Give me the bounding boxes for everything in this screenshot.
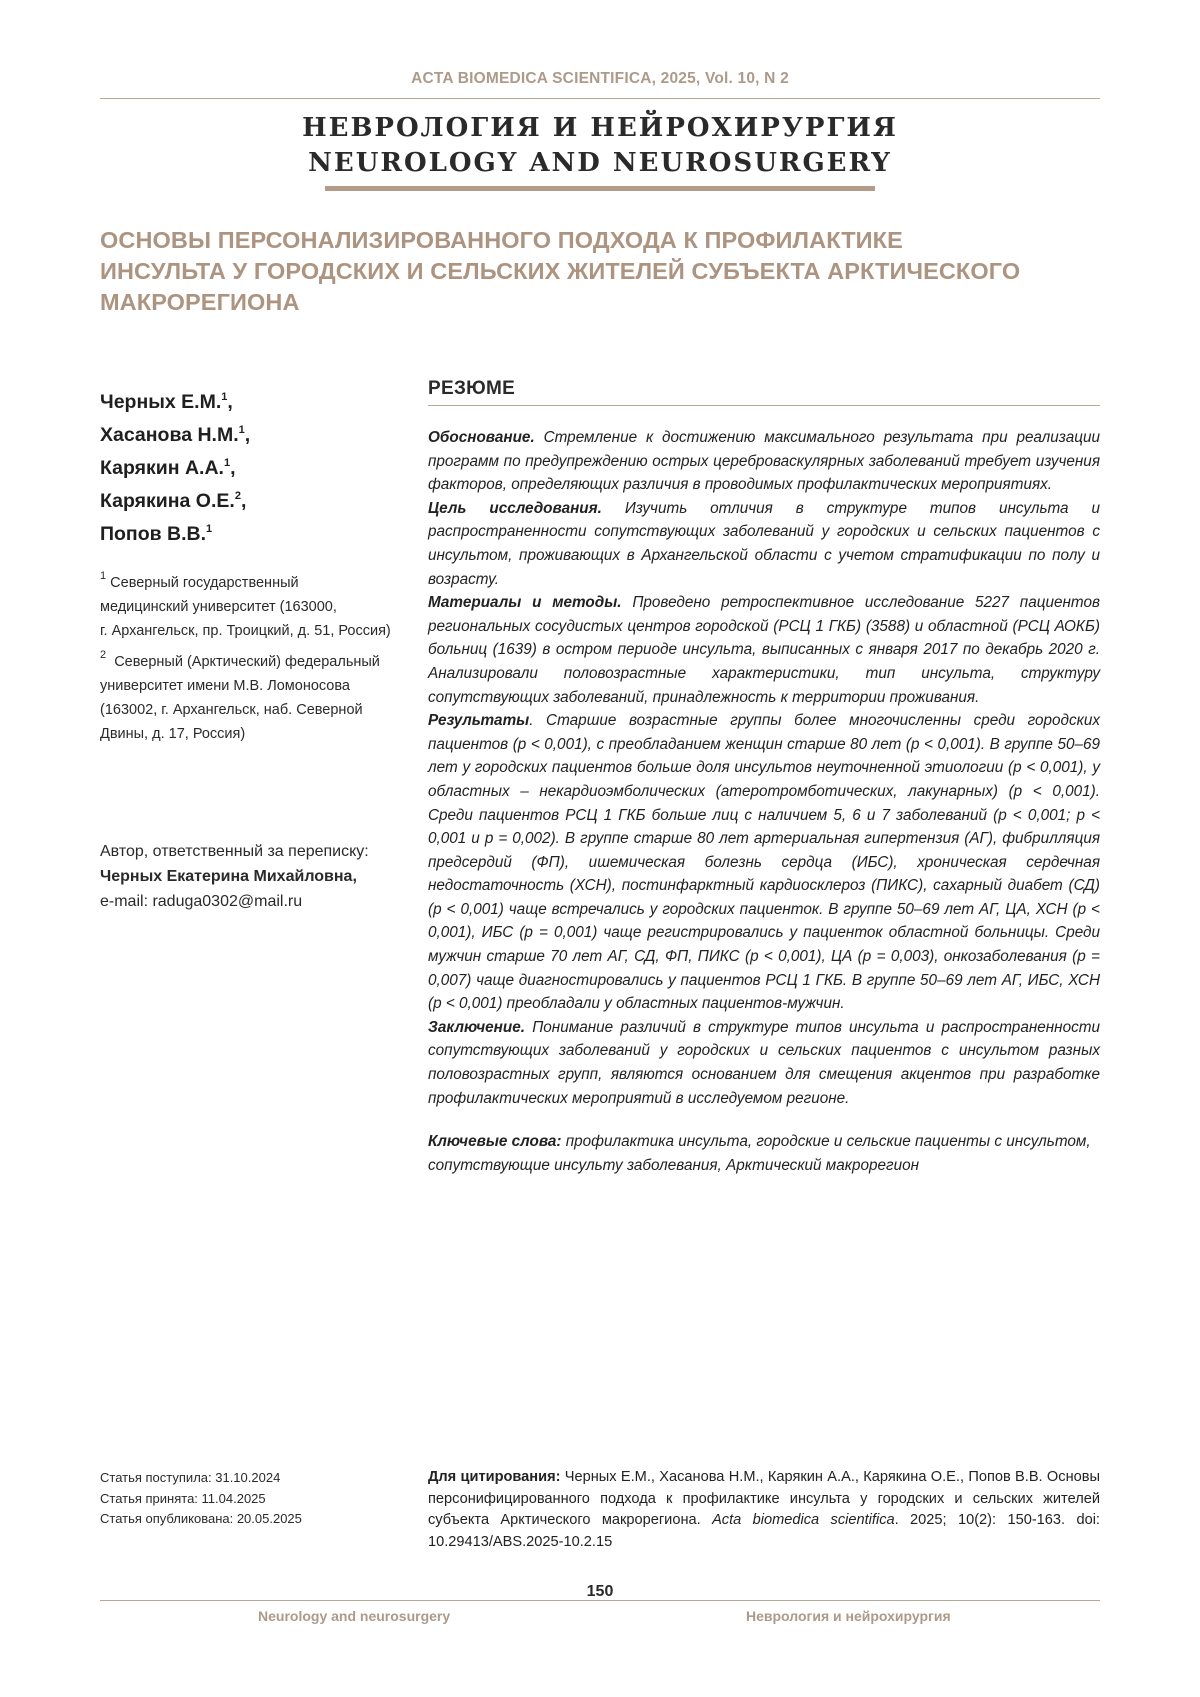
page-number: 150: [560, 1583, 640, 1601]
abstract-conclusion: Заключение. Понимание различий в структуре типов инсульта и распространенности сопутствующих заболеваний у городских и сельских пациентов с инсультом разных половозрастных групп, являются основанием для смещения акцентов при разработке профилактических мероприятий в исследуемом регионе.: [428, 1016, 1100, 1110]
article-title: [100, 225, 1110, 318]
citation: Для цитирования: Черных Е.М., Хасанова Н.М., Карякин А.А., Карякина О.Е., Попов В.В. Основы персонифицированного подхода к профилактике инсульта у городских и сельских жителей субъекта Арктического макрорегиона. Acta biomedica scientifica. 2025; 10(2): 150-163. doi: 10.29413/ABS.2025-10.2.15: [428, 1467, 1100, 1553]
correspondence-label: Автор, ответственный за переписку:: [100, 839, 420, 864]
abstract-results: Результаты. Старшие возрастные группы более многочисленны среди городских пациентов (p < 0,001), с преобладанием женщин старше 80 лет (p < 0,001). В группе 50–69 лет у городских пациентов больше доля инсультов неуточненной этиологии (p < 0,001), у областных – некардиоэмболических (атеротромботических, лакунарных) (p < 0,001). Среди пациентов РСЦ 1 ГКБ больше лиц с наличием 5, 6 и 7 заболеваний (p < 0,001; p < 0,001 и p = 0,002). В группе старше 80 лет артериальная гипертензия (АГ), фибрилляция предсердий (ФП), ишемическая болезнь сердца (ИБС), хроническая сердечная недостаточность (ХСН), постинфарктный кардиосклероз (ПИКС), сахарный диабет (СД) (p < 0,001) чаще встречались у городских пациенток. В группе 50–69 лет АГ, ЦА, ХСН (p < 0,001), ИБС (p = 0,001) чаще регистрировались у пациенток областной больницы. Среди мужчин старше 70 лет АГ, СД, ФП, ПИКС (p < 0,001), ЦА (p = 0,003), онкозаболевания (p = 0,007) чаще диагностировались у пациентов РСЦ 1 ГКБ. В группе 50–69 лет АГ, ИБС, ХСН (p < 0,001) преобладали у областных пациентов-мужчин.: [428, 709, 1100, 1016]
journal-header: ACTA BIOMEDICA SCIENTIFICA, 2025, Vol. 10, N 2: [100, 70, 1100, 88]
author-list: [100, 383, 400, 548]
author: Карякина О.Е.2,: [100, 482, 400, 515]
article-title-line: МАКРОРЕГИОНА: [100, 287, 1110, 318]
article-title-line: ИНСУЛЬТА У ГОРОДСКИХ И СЕЛЬСКИХ ЖИТЕЛЕЙ СУБЪЕКТА АРКТИЧЕСКОГО: [100, 256, 1110, 287]
abstract-aim: Цель исследования. Изучить отличия в структуре типов инсульта и распространенности сопутствующих заболеваний у городских и сельских пациентов с инсультом, проживающих в Архангельской области с учетом стратификации по полу и возрасту.: [428, 497, 1100, 591]
correspondence-email[interactable]: e-mail: raduga0302@mail.ru: [100, 889, 420, 914]
correspondence: [100, 839, 420, 914]
author: Хасанова Н.М.1,: [100, 416, 400, 449]
author: Черных Е.М.1,: [100, 383, 400, 416]
section-title-en: NEUROLOGY AND NEUROSURGERY: [100, 148, 1100, 178]
abstract: [428, 378, 1100, 1177]
correspondence-name: Черных Екатерина Михайловна,: [100, 864, 420, 889]
footer-section-ru: Неврология и нейрохирургия: [746, 1608, 951, 1624]
author: Карякин А.А.1,: [100, 449, 400, 482]
footer-divider: [100, 1600, 1100, 1601]
author: Попов В.В.1: [100, 515, 400, 548]
keywords: Ключевые слова: профилактика инсульта, городские и сельские пациенты с инсультом, сопутствующие инсульту заболевания, Арктический макрорегион: [428, 1130, 1100, 1177]
article-dates: [100, 1468, 420, 1530]
date-accepted: Статья принята: 11.04.2025: [100, 1489, 420, 1510]
affiliations: [100, 564, 410, 746]
abstract-methods: Материалы и методы. Проведено ретроспективное исследование 5227 пациентов региональных сосудистых центров городской (РСЦ 1 ГКБ) (3588) и областной (РСЦ АОКБ) больниц (1639) в остром периоде инсульта, выписанных с января 2017 по декабрь 2020 г. Анализировали половозрастные характеристики, тип инсульта, структуру сопутствующих заболеваний, принадлежность к территории проживания.: [428, 591, 1100, 709]
date-received: Статья поступила: 31.10.2024: [100, 1468, 420, 1489]
abstract-body: [428, 426, 1100, 1110]
header-divider: [100, 98, 1100, 99]
affiliation: 2 Северный (Арктический) федеральный университет имени М.В. Ломоносова (163002, г. Архангельск, наб. Северной Двины, д. 17, Россия): [100, 643, 410, 746]
footer-section-en: Neurology and neurosurgery: [258, 1608, 450, 1624]
date-published: Статья опубликована: 20.05.2025: [100, 1509, 420, 1530]
section-title-ru: НЕВРОЛОГИЯ И НЕЙРОХИРУРГИЯ: [100, 113, 1100, 143]
abstract-background: Обоснование. Стремление к достижению максимального результата при реализации программ по предупреждению острых цереброваскулярных заболеваний требует изучения факторов, определяющих различия в проводимых профилактических мероприятиях.: [428, 426, 1100, 497]
article-title-line: ОСНОВЫ ПЕРСОНАЛИЗИРОВАННОГО ПОДХОДА К ПРОФИЛАКТИКЕ: [100, 225, 1110, 256]
affiliation: 1 Северный государственный медицинский университет (163000, г. Архангельск, пр. Троицкий, д. 51, Россия): [100, 564, 410, 643]
abstract-heading: РЕЗЮМЕ: [428, 378, 1100, 406]
section-underline: [325, 186, 875, 191]
